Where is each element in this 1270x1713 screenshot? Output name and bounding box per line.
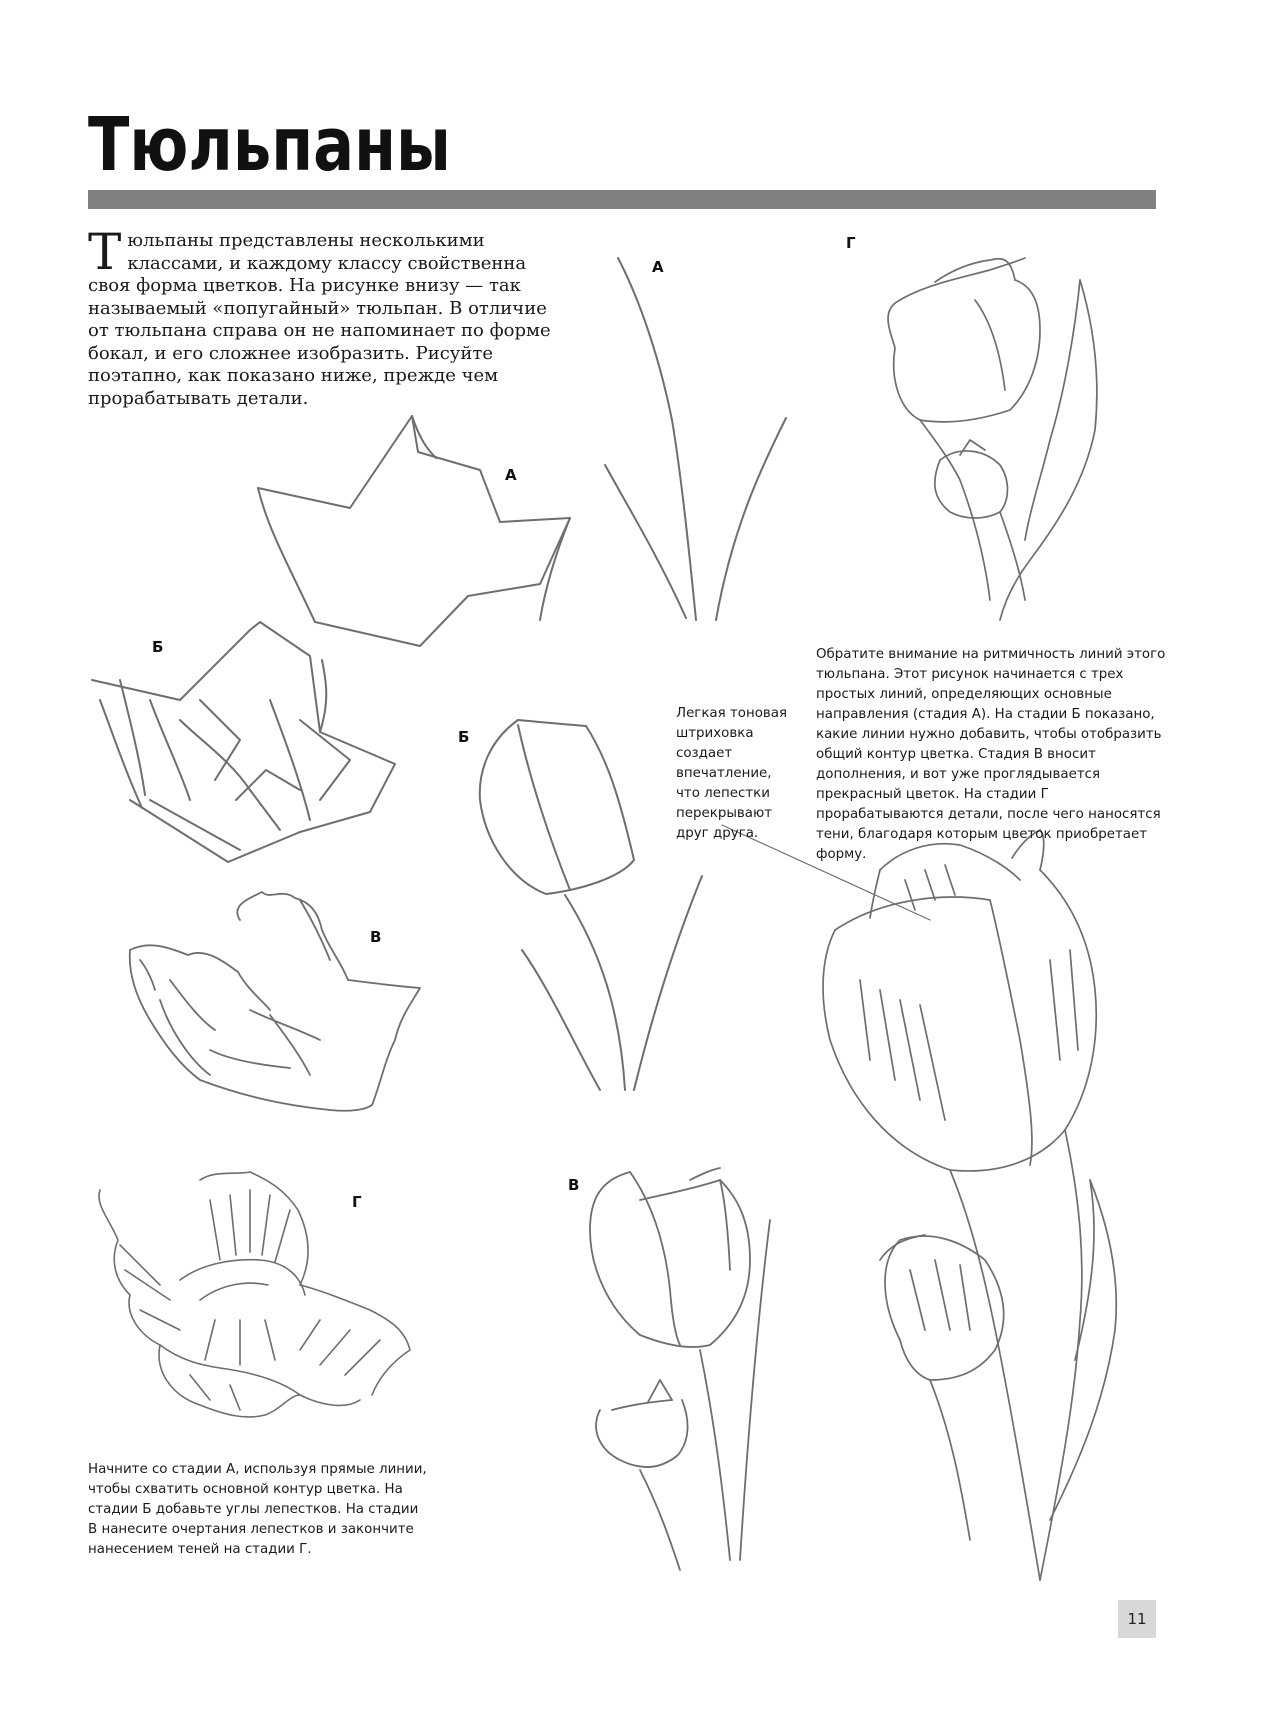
parrot-stage-d-label: Г — [352, 1193, 362, 1211]
parrot-stage-b-label: Б — [152, 638, 164, 656]
tulip-large-shaded — [823, 830, 1116, 1580]
tulip-stage-c-label: В — [568, 1176, 580, 1194]
tulip-stage-a — [605, 258, 786, 620]
tulip-stage-c — [590, 1168, 770, 1570]
caption-rhythm: Обратите внимание на ритмичность линий этого тюльпана. Этот рисунок начинается с трех простых линий, определяющих основные направления (стадия А). На стадии Б показано, какие линии нужно добавить, чтобы отобразить общий контур цветка. Стадия В вносит дополнения, и вот уже проглядывается прекрасный цветок. На стадии Г прорабатываются детали, после чего наносятся тени, благодаря которым цветок приобретает форму. — [816, 647, 1166, 862]
intro-text: юльпаны представлены несколькими классами, и каждому классу свойственна своя форма цветков. На рисунке внизу — так называемый «попугайный» тюльпан. В отличие от тюльпана справа он не напоминает по форме бокал, и его сложнее изобразить. Рисуйте поэтапно, как показано ниже, прежде чем прорабатывать детали. — [88, 230, 551, 409]
tulip-stage-d-label: Г — [846, 234, 856, 252]
intro-dropcap: Т — [88, 223, 122, 281]
caption-parrot-steps: Начните со стадии А, используя прямые линии, чтобы схватить основной контур цветка. На стадии Б добавьте углы лепестков. На стадии В нанесите очертания лепестков и закончите нанесением теней на стадии Г. — [88, 1462, 427, 1557]
page-title: Тюльпаны — [88, 102, 451, 188]
parrot-tulip-stage-a — [258, 416, 570, 646]
parrot-stage-c-label: В — [370, 928, 382, 946]
page-number: 11 — [1118, 1600, 1156, 1638]
parrot-tulip-stage-c — [130, 892, 420, 1111]
parrot-stage-a-label: А — [505, 466, 517, 484]
tulip-stage-d — [888, 258, 1097, 620]
parrot-tulip-stage-b — [92, 622, 395, 862]
tulip-stage-b-label: Б — [458, 728, 470, 746]
tulip-stage-a-label: А — [652, 258, 664, 276]
caption-shading: Легкая тоновая штриховка создает впечатление, что лепестки перекрывают друг друга. — [676, 706, 788, 841]
tulip-stage-b — [480, 720, 702, 1090]
parrot-tulip-stage-d — [99, 1172, 410, 1417]
